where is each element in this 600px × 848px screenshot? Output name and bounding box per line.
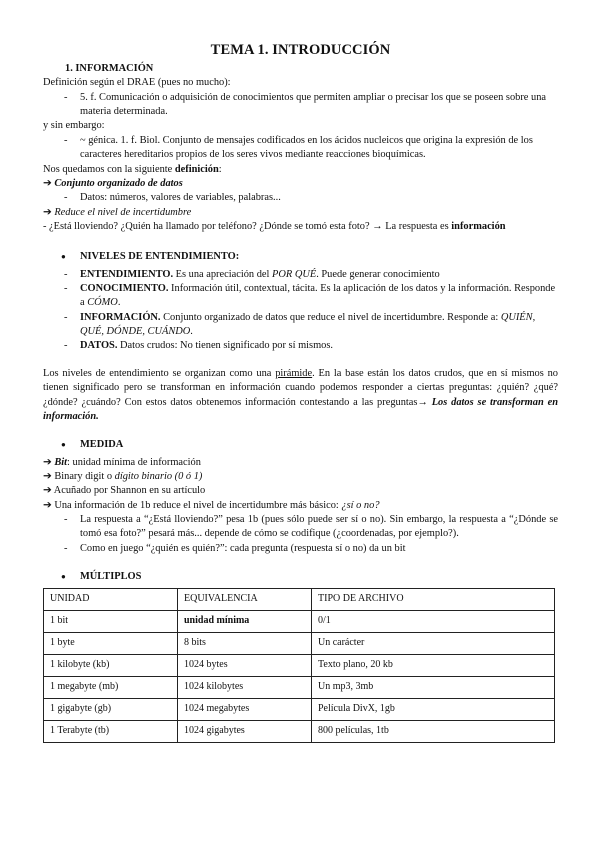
questions-line bbox=[43, 220, 558, 234]
section-heading-informacion: 1. INFORMACIÓN bbox=[65, 63, 154, 74]
arrow-point-reduce bbox=[43, 206, 558, 220]
table-row bbox=[44, 676, 555, 698]
table-cell: 0/1 bbox=[312, 610, 555, 632]
text-italic: POR QUÉ bbox=[272, 268, 317, 280]
section-heading-niveles: ● NIVELES DE ENTENDIMIENTO: bbox=[43, 250, 558, 264]
section-heading-medida: ● MEDIDA bbox=[43, 438, 558, 452]
table-row bbox=[44, 632, 555, 654]
text-bold: definición bbox=[174, 163, 219, 175]
table-row bbox=[44, 654, 555, 676]
table-cell: 1024 megabytes bbox=[178, 698, 312, 720]
text: . Puede generar conocimiento bbox=[316, 268, 440, 280]
nivel-datos bbox=[43, 339, 558, 353]
document-page bbox=[43, 40, 558, 743]
medida-sub-1: - La respuesta a “¿Está lloviendo?” pesa 1b (pues sólo puede ser sí o no). Sin embargo, la respuesta a “¿Dónde se tomó esa foto?” pesará más... depende de cómo se codifique (¿coordenadas, por ejemplo?). bbox=[43, 513, 558, 542]
text: Binary digit o bbox=[54, 470, 115, 482]
text: Una información de 1b reduce el nivel de incertidumbre más básico: bbox=[54, 499, 342, 511]
table-cell: 800 películas, 1tb bbox=[312, 720, 555, 742]
term: ENTENDIMIENTO. bbox=[80, 268, 174, 280]
text: : bbox=[218, 163, 222, 175]
table-cell: 1 gigabyte (gb) bbox=[44, 698, 178, 720]
drae-definition-list-2 bbox=[43, 134, 558, 163]
term: CONOCIMIENTO. bbox=[80, 283, 169, 295]
table-header-row bbox=[44, 588, 555, 610]
nivel-conocimiento bbox=[43, 282, 558, 311]
column-header-unidad: UNIDAD bbox=[44, 588, 178, 610]
table-cell: Texto plano, 20 kb bbox=[312, 654, 555, 676]
text: : unidad mínima de información bbox=[67, 456, 201, 468]
drae-definition-2: - ~ génica. 1. f. Biol. Conjunto de mensajes codificados en los ácidos nucleicos que origina la expresión de los caracteres hereditarios propios de los seres vivos mediante reacciones bioquímicas. bbox=[43, 134, 558, 163]
arrow-point-shannon: ➔ Acuñado por Shannon en su artículo bbox=[43, 484, 558, 498]
column-header-equivalencia: EQUIVALENCIA bbox=[178, 588, 312, 610]
text: Información útil, contextual, tácita. Es la aplicación de los datos y la información. Responde a bbox=[80, 283, 556, 309]
arrow-point-bit bbox=[43, 456, 558, 470]
term: Bit bbox=[54, 456, 68, 468]
table-cell: 1 Terabyte (tb) bbox=[44, 720, 178, 742]
text: . bbox=[190, 326, 193, 338]
nivel-informacion bbox=[43, 311, 558, 340]
text-italic: ¿sí o no? bbox=[341, 499, 380, 511]
text: Es una apreciación del bbox=[173, 268, 273, 280]
table-cell: Un carácter bbox=[312, 632, 555, 654]
table-cell: 1024 gigabytes bbox=[178, 720, 312, 742]
text-italic: QUIÉN, QUÉ, DÓNDE, CUÁNDO bbox=[80, 311, 536, 338]
page-title: TEMA 1. INTRODUCCIÓN bbox=[210, 42, 391, 58]
text: Datos crudos: No tienen significado por sí mismos. bbox=[117, 340, 334, 352]
term: INFORMACIÓN. bbox=[80, 311, 161, 323]
nivel-entendimiento bbox=[43, 268, 558, 282]
table-cell: 1 kilobyte (kb) bbox=[44, 654, 178, 676]
text: - ¿Está lloviendo? ¿Quién ha llamado por teléfono? ¿Dónde se tomó esta foto? → La respuesta es bbox=[43, 220, 452, 232]
text: Conjunto organizado de datos que reduce el nivel de incertidumbre. Responde a: bbox=[160, 311, 501, 323]
text: Nos quedamos con la siguiente bbox=[43, 163, 175, 175]
datos-list bbox=[43, 191, 558, 205]
text-italic: dígito binario (0 ó 1) bbox=[114, 470, 203, 482]
text: . bbox=[117, 297, 121, 309]
table-row bbox=[44, 698, 555, 720]
table-cell: unidad mínima bbox=[178, 610, 312, 632]
medida-sublist bbox=[43, 513, 558, 556]
table-cell: 8 bits bbox=[178, 632, 312, 654]
chosen-definition-intro bbox=[43, 163, 558, 177]
table-cell: 1024 kilobytes bbox=[178, 676, 312, 698]
drae-definition-list bbox=[43, 91, 558, 120]
niveles-list bbox=[43, 268, 558, 354]
text-bold-italic: Los datos se transforman en información. bbox=[43, 396, 558, 422]
datos-item: - Datos: números, valores de variables, palabras... bbox=[43, 191, 558, 205]
table-cell: Película DivX, 1gb bbox=[312, 698, 555, 720]
multiplos-table bbox=[43, 588, 555, 743]
text-bold-italic: Conjunto organizado de datos bbox=[54, 177, 183, 189]
table-cell: 1 bit bbox=[44, 610, 178, 632]
text: . En la base están los datos crudos, que en sí mismos no tienen significado pero se transforman en información cuando podemos responder a ciertas preguntas: ¿quién? ¿qué? ¿dónde? ¿cuándo? Con estos datos obtenemos información contestando a las preguntas→ bbox=[43, 367, 558, 408]
table-cell: 1 megabyte (mb) bbox=[44, 676, 178, 698]
text-underlined: pirámide bbox=[275, 367, 313, 379]
arrow-point-conjunto bbox=[43, 177, 558, 191]
arrow-point-binary bbox=[43, 470, 558, 484]
table-row bbox=[44, 610, 555, 632]
table-row bbox=[44, 720, 555, 742]
table-cell: Un mp3, 3mb bbox=[312, 676, 555, 698]
section-heading-multiplos: ● MÚLTIPLOS bbox=[43, 570, 558, 584]
table-cell: 1 byte bbox=[44, 632, 178, 654]
column-header-tipo: TIPO DE ARCHIVO bbox=[312, 588, 555, 610]
text-italic: CÓMO bbox=[87, 297, 118, 309]
drae-intro: Definición según el DRAE (pues no mucho): bbox=[43, 77, 231, 89]
text-italic: Reduce el nivel de incertidumbre bbox=[54, 206, 192, 218]
piramide-paragraph bbox=[43, 367, 558, 424]
text: Los niveles de entendimiento se organizan como una bbox=[43, 367, 276, 379]
medida-sub-2: - Como en juego “¿quién es quién?”: cada pregunta (respuesta sí o no) da un bit bbox=[43, 542, 558, 556]
table-cell: 1024 bytes bbox=[178, 654, 312, 676]
sin-embargo: y sin embargo: bbox=[43, 120, 105, 132]
term: DATOS. bbox=[80, 340, 118, 352]
arrow-point-una-informacion bbox=[43, 499, 558, 513]
text-bold: información bbox=[451, 220, 506, 232]
drae-definition-1: - 5. f. Comunicación o adquisición de conocimientos que permiten ampliar o precisar los que se poseen sobre una materia determinada. bbox=[43, 91, 558, 120]
